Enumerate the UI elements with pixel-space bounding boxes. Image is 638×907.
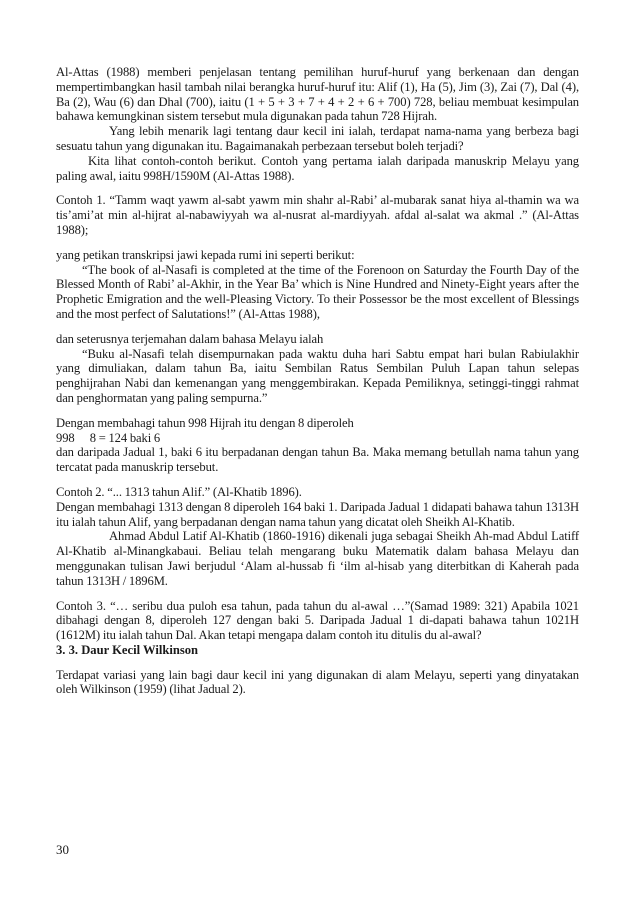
quote-english-translation: “The book of al-Nasafi is completed at the time of the Forenoon on Saturday the Fourth Day of the Blessed Month of Rabi’ al-Akhir, in the Year Ba’ which is Nine Hundred and Ninety-Eight years after the Prophetic Emigration and the well-Pleasing Victory. To their Possessor be the most excellent of Blessings and the most perfect of Salutations!” (Al-Attas 1988), (56, 262, 579, 321)
section-heading-wilkinson: 3. 3. Daur Kecil Wilkinson (56, 642, 199, 657)
paragraph-examples-intro: Kita lihat contoh-contoh berikut. Contoh yang pertama ialah daripada manuskrip Melayu yang paling awal, iaitu 998H/1590M (Al-Attas 1988). (56, 153, 579, 183)
page-number: 30 (56, 842, 69, 857)
quote-malay-translation: “Buku al-Nasafi telah disempurnakan pada waktu duha hari Sabtu empat hari bulan Rabiulakhir yang dimuliakan, dalam tahun Ba, iaitu Sembilan Ratus Sembilan Puluh Lapan tahun selepas penghijrahan Nabi dan kemenangan yang menggembirakan. Kepada Pemiliknya, setinggi-tinggi rahmat dan penghormatan yang paling sempurna.” (56, 346, 579, 405)
paragraph-wilkinson-variation: Terdapat variasi yang lain bagi daur kecil ini yang digunakan di alam Melayu, seperti yang dinyatakan oleh Wilkinson (1959) (lihat Jadual 2). (56, 667, 579, 697)
paragraph-example-3: Contoh 3. “… seribu dua puloh esa tahun, pada tahun du al-awal …”(Samad 1989: 321) Apabila 1021 dibahagi dengan 8, diperoleh 127 dengan baki 5. Daripada Jadual 1 di-dapati bahawa tahun 1021H (1612M) itu ialah tahun Dal. Akan tetapi mengapa dalam contoh itu ditulis du al-awal? (56, 598, 579, 643)
paragraph-example-2-title: Contoh 2. “... 1313 tahun Alif.” (Al-Khatib 1896). (56, 484, 302, 499)
paragraph-transcription-intro: yang petikan transkripsi jawi kepada rumi ini seperti berikut: (56, 247, 355, 262)
paragraph-al-khatib: Ahmad Abdul Latif Al-Khatib (1860-1916) dikenali juga sebagai Sheikh Ah-mad Abdul Latiff Al-Khatib al-Minangkabaui. Beliau telah mengarang buku Matematik dalam bahasa Melayu dan menggunakan tulisan Jawi berjudul ‘Alam al-hussab fi ‘ilm al-hisab yang diterbitkan di Kaherah pada tahun 1313H / 1896M. (56, 529, 579, 588)
paragraph-example-1: Contoh 1. “Tamm waqt yawm al-sabt yawm min shahr al-Rabi’ al-mubarak sanat hiya al-thamin wa wa tis’ami’at min al-hijrat al-nabawiyyah wa al-nusrat al-mardiyyah. afdal al-salat wa akmal .” (Al-Attas 1988); (56, 193, 579, 237)
paragraph-division-998-line1: Dengan membahagi tahun 998 Hijrah itu dengan 8 diperoleh (56, 415, 354, 430)
paragraph-division-998-formula: 998   8 = 124 baki 6 (56, 430, 161, 445)
paragraph-division-998-conclusion: dan daripada Jadual 1, baki 6 itu berpadanan dengan tahun Ba. Maka memang betullah nama tahun yang tercatat pada manuskrip tersebut. (56, 445, 579, 475)
paragraph-year-names: Yang lebih menarik lagi tentang daur kecil ini ialah, terdapat nama-nama yang berbeza bagi sesuatu tahun yang digunakan itu. Bagaimanakah perbezaan tersebut boleh terjadi? (56, 124, 579, 153)
page-body (56, 65, 579, 697)
paragraph-malay-intro: dan seterusnya terjemahan dalam bahasa Melayu ialah (56, 331, 324, 346)
paragraph-example-2-body: Dengan membahagi 1313 dengan 8 diperoleh 164 baki 1. Daripada Jadual 1 didapati bahawa tahun 1313H itu ialah tahun Alif, yang berpadanan dengan nama tahun yang dicatat oleh Sheikh Al-Khatib. (56, 499, 579, 529)
paragraph-al-attas-explanation: Al-Attas (1988) memberi penjelasan tentang pemilihan huruf-huruf yang berkenaan dan dengan mempertimbangkan hasil tambah nilai berangka huruf-huruf itu: Alif (1), Ha (5), Jim (3), Zai (7), Dal (4), Ba (2), Wau (6) dan Dhal (700), iaitu (1 + 5 + 3 + 7 + 4 + 2 + 6 + 700) 728, beliau membuat kesimpulan bahawa kemungkinan sistem tersebut mula digunakan pada tahun 728 Hijrah. (56, 65, 579, 124)
